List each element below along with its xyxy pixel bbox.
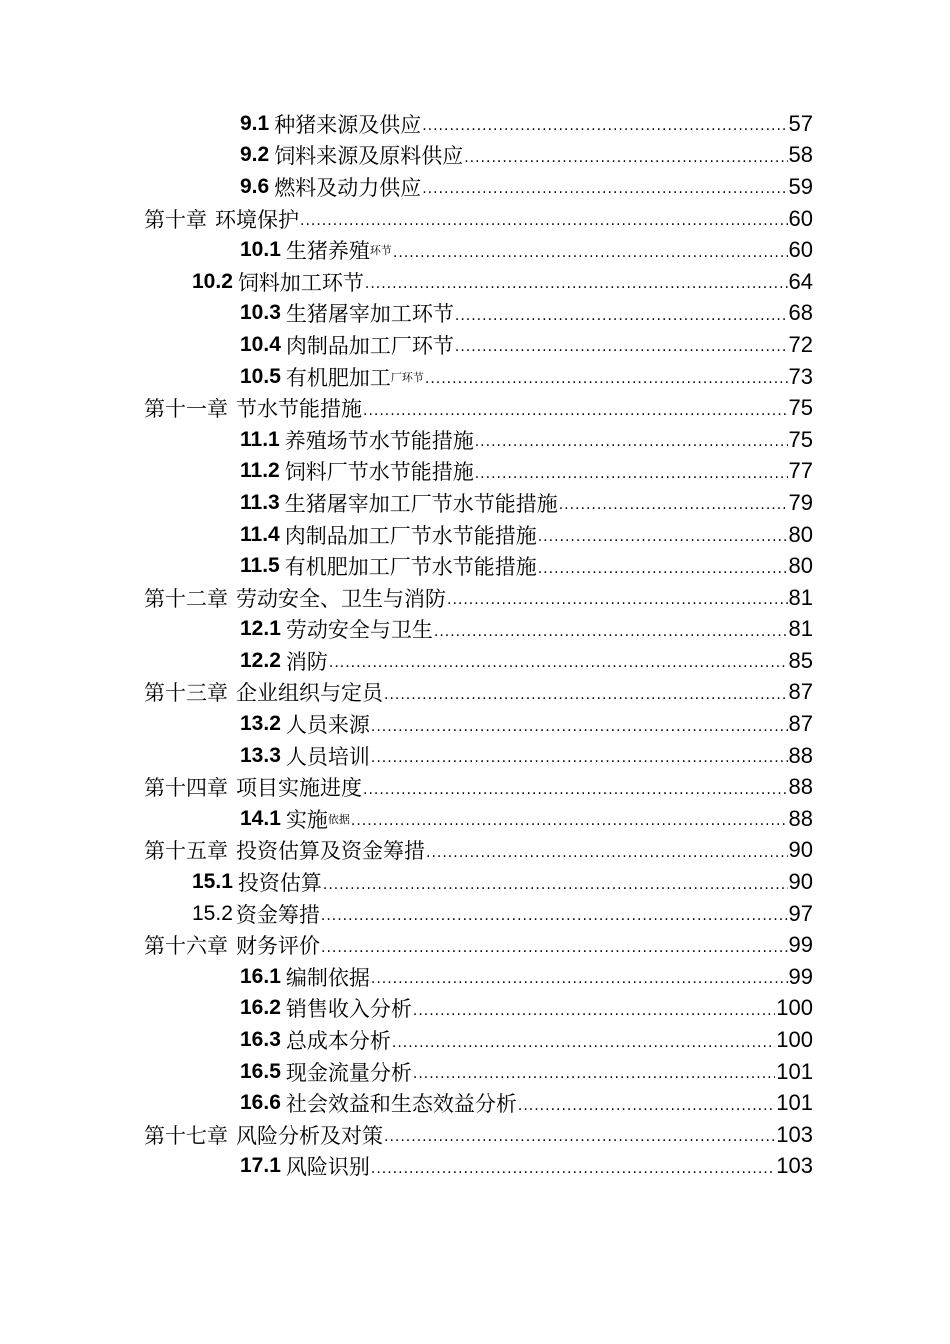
entry-title: 有机肥加工厂节水节能措施 — [284, 555, 537, 580]
entry-title: 财务评价 — [236, 934, 320, 959]
dot-leader — [363, 400, 788, 421]
toc-chapter-entry[interactable] — [0, 835, 950, 867]
toc-section-entry[interactable] — [0, 171, 950, 203]
dot-leader — [434, 621, 788, 642]
entry-title: 饲料来源及原料供应 — [274, 144, 464, 169]
section-number: 17.1 — [240, 1154, 281, 1178]
toc-chapter-entry[interactable] — [0, 771, 950, 803]
dot-leader — [323, 874, 788, 895]
page-number: 100 — [776, 995, 813, 1021]
entry-title: 社会效益和生态效益分析 — [285, 1092, 517, 1117]
dot-leader — [393, 242, 788, 263]
section-number: 11.5 — [240, 554, 280, 578]
entry-title: 种猪来源及供应 — [274, 112, 422, 137]
section-number: 16.3 — [240, 1028, 281, 1052]
section-number: 12.2 — [240, 648, 281, 672]
page-number: 101 — [776, 1058, 813, 1084]
dot-leader — [384, 684, 788, 705]
dot-leader — [321, 905, 788, 926]
dot-leader — [425, 368, 788, 389]
dot-leader — [426, 842, 788, 863]
toc-section-entry[interactable] — [0, 961, 950, 993]
chapter-label: 第十章 — [144, 207, 207, 232]
dot-leader — [475, 431, 788, 452]
page-number: 81 — [788, 584, 813, 610]
page-number: 100 — [776, 1027, 813, 1053]
page-number: 87 — [788, 711, 813, 737]
section-number: 12.1 — [240, 617, 281, 641]
toc-section-entry[interactable] — [0, 866, 950, 898]
toc-section-entry[interactable] — [0, 1024, 950, 1056]
entry-title: 环境保护 — [215, 207, 299, 232]
page-number: 77 — [788, 458, 813, 484]
section-number: 11.2 — [240, 459, 280, 483]
entry-title: 消防 — [285, 649, 328, 674]
entry-title: 企业组织与定员 — [236, 681, 383, 706]
chapter-label: 第十七章 — [144, 1123, 228, 1148]
section-number: 14.1 — [240, 806, 281, 830]
dot-leader — [455, 336, 788, 357]
entry-title: 肉制品加工厂节水节能措施 — [284, 523, 537, 548]
toc-chapter-entry[interactable] — [0, 392, 950, 424]
page-number: 81 — [788, 616, 813, 642]
dot-leader — [321, 937, 788, 958]
table-of-contents — [0, 108, 950, 1182]
entry-title: 现金流量分析 — [285, 1060, 412, 1085]
toc-section-entry[interactable] — [0, 266, 950, 298]
section-number: 16.2 — [240, 996, 281, 1020]
section-number: 15.1 — [192, 870, 233, 894]
page-number: 75 — [788, 426, 813, 452]
entry-title: 资金筹措 — [235, 902, 320, 927]
section-number: 10.5 — [240, 364, 281, 388]
dot-leader — [538, 558, 788, 579]
section-number: 13.3 — [240, 743, 281, 767]
dot-leader — [392, 1032, 775, 1053]
page-number: 57 — [788, 110, 813, 136]
entry-title: 有机肥加工 — [285, 365, 391, 390]
page-number: 80 — [788, 553, 813, 579]
toc-section-entry[interactable] — [0, 898, 950, 930]
entry-title-small: 厂环节 — [390, 370, 424, 384]
page-number: 60 — [788, 205, 813, 231]
toc-section-entry[interactable] — [0, 140, 950, 172]
toc-section-entry[interactable] — [0, 487, 950, 519]
section-number: 16.1 — [240, 964, 281, 988]
section-number: 10.2 — [192, 269, 233, 293]
page-number: 88 — [788, 774, 813, 800]
toc-section-entry[interactable] — [0, 1087, 950, 1119]
entry-title: 生猪屠宰加工厂节水节能措施 — [284, 491, 558, 516]
entry-title: 生猪养殖 — [285, 239, 370, 264]
toc-section-entry[interactable] — [0, 424, 950, 456]
entry-title: 投资估算 — [237, 871, 322, 896]
toc-section-entry[interactable] — [0, 298, 950, 330]
section-number: 9.1 — [240, 111, 270, 135]
toc-section-entry[interactable] — [0, 550, 950, 582]
entry-title: 销售收入分析 — [285, 997, 412, 1022]
dot-leader — [384, 1126, 775, 1147]
entry-title: 饲料厂节水节能措施 — [284, 460, 474, 485]
dot-leader — [464, 147, 787, 168]
dot-leader — [363, 779, 788, 800]
entry-title: 养殖场节水节能措施 — [284, 428, 474, 453]
section-number: 9.6 — [240, 174, 270, 198]
chapter-label: 第十五章 — [144, 839, 228, 864]
toc-section-entry[interactable] — [0, 234, 950, 266]
toc-section-entry[interactable] — [0, 740, 950, 772]
entry-title: 编制依据 — [285, 965, 370, 990]
toc-section-entry[interactable] — [0, 645, 950, 677]
dot-leader — [455, 305, 788, 326]
toc-section-entry[interactable] — [0, 708, 950, 740]
entry-title: 投资估算及资金筹措 — [236, 839, 425, 864]
page-number: 58 — [788, 142, 813, 168]
toc-section-entry[interactable] — [0, 1151, 950, 1183]
section-number: 11.1 — [240, 427, 280, 451]
page-number: 85 — [788, 647, 813, 673]
toc-section-entry[interactable] — [0, 361, 950, 393]
entry-title: 生猪屠宰加工环节 — [285, 302, 454, 327]
dot-leader — [371, 747, 788, 768]
section-number: 11.3 — [240, 490, 280, 514]
toc-section-entry[interactable] — [0, 803, 950, 835]
dot-leader — [300, 210, 788, 231]
section-number: 10.3 — [240, 301, 281, 325]
toc-chapter-entry[interactable] — [0, 582, 950, 614]
page-number: 64 — [788, 268, 813, 294]
toc-section-entry[interactable] — [0, 1056, 950, 1088]
entry-title: 肉制品加工厂环节 — [285, 333, 454, 358]
page-number: 88 — [788, 805, 813, 831]
dot-leader — [371, 1158, 775, 1179]
toc-section-entry[interactable] — [0, 456, 950, 488]
toc-section-entry[interactable] — [0, 614, 950, 646]
entry-title: 总成本分析 — [285, 1029, 391, 1054]
entry-title: 风险识别 — [285, 1155, 370, 1180]
section-number: 11.4 — [240, 522, 280, 546]
page-number: 103 — [776, 1153, 813, 1179]
toc-chapter-entry[interactable] — [0, 677, 950, 709]
section-number: 10.4 — [240, 332, 281, 356]
toc-section-entry[interactable] — [0, 993, 950, 1025]
page-number: 79 — [788, 489, 813, 515]
page-number: 75 — [788, 395, 813, 421]
page-number: 99 — [788, 963, 813, 989]
dot-leader — [413, 1000, 775, 1021]
entry-title: 实施 — [285, 807, 328, 832]
dot-leader — [422, 115, 787, 136]
toc-section-entry[interactable] — [0, 108, 950, 140]
page-number: 73 — [788, 363, 813, 389]
dot-leader — [518, 1095, 775, 1116]
dot-leader — [422, 178, 787, 199]
page-number: 60 — [788, 237, 813, 263]
toc-section-entry[interactable] — [0, 519, 950, 551]
dot-leader — [329, 652, 788, 673]
section-number: 16.5 — [240, 1059, 281, 1083]
chapter-label: 第十三章 — [144, 681, 228, 706]
page-number: 99 — [788, 932, 813, 958]
toc-section-entry[interactable] — [0, 329, 950, 361]
entry-title: 劳动安全、卫生与消防 — [236, 586, 446, 611]
page-number: 97 — [788, 900, 813, 926]
entry-title: 风险分析及对策 — [236, 1123, 383, 1148]
entry-title: 劳动安全与卫生 — [285, 618, 433, 643]
section-number: 13.2 — [240, 712, 281, 736]
chapter-label: 第十六章 — [144, 934, 228, 959]
dot-leader — [413, 1063, 775, 1084]
entry-title-small: 依据 — [327, 812, 350, 826]
page-number: 80 — [788, 521, 813, 547]
entry-title: 人员培训 — [285, 744, 370, 769]
page-number: 72 — [788, 331, 813, 357]
entry-title: 燃料及动力供应 — [274, 175, 422, 200]
page-number: 59 — [788, 173, 813, 199]
dot-leader — [365, 273, 788, 294]
page-number: 103 — [776, 1121, 813, 1147]
page-number: 90 — [788, 869, 813, 895]
chapter-label: 第十四章 — [144, 776, 228, 801]
chapter-label: 第十二章 — [144, 586, 228, 611]
dot-leader — [538, 526, 788, 547]
dot-leader — [559, 494, 788, 515]
toc-chapter-entry[interactable] — [0, 929, 950, 961]
section-number: 10.1 — [240, 238, 281, 262]
entry-title: 人员来源 — [285, 713, 370, 738]
entry-title: 节水节能措施 — [236, 397, 362, 422]
section-number: 9.2 — [240, 143, 270, 167]
page-number: 68 — [788, 300, 813, 326]
page-number: 87 — [788, 679, 813, 705]
chapter-label: 第十一章 — [144, 397, 228, 422]
toc-chapter-entry[interactable] — [0, 1119, 950, 1151]
dot-leader — [371, 968, 788, 989]
entry-title: 项目实施进度 — [236, 776, 362, 801]
entry-title: 饲料加工环节 — [237, 270, 364, 295]
section-number: 16.6 — [240, 1091, 281, 1115]
entry-title-small: 环节 — [369, 244, 392, 258]
page-number: 88 — [788, 742, 813, 768]
dot-leader — [351, 810, 788, 831]
section-number: 15.2 — [192, 901, 233, 925]
toc-chapter-entry[interactable] — [0, 203, 950, 235]
dot-leader — [447, 589, 788, 610]
dot-leader — [371, 716, 788, 737]
dot-leader — [475, 463, 788, 484]
page-number: 101 — [776, 1090, 813, 1116]
page-number: 90 — [788, 837, 813, 863]
